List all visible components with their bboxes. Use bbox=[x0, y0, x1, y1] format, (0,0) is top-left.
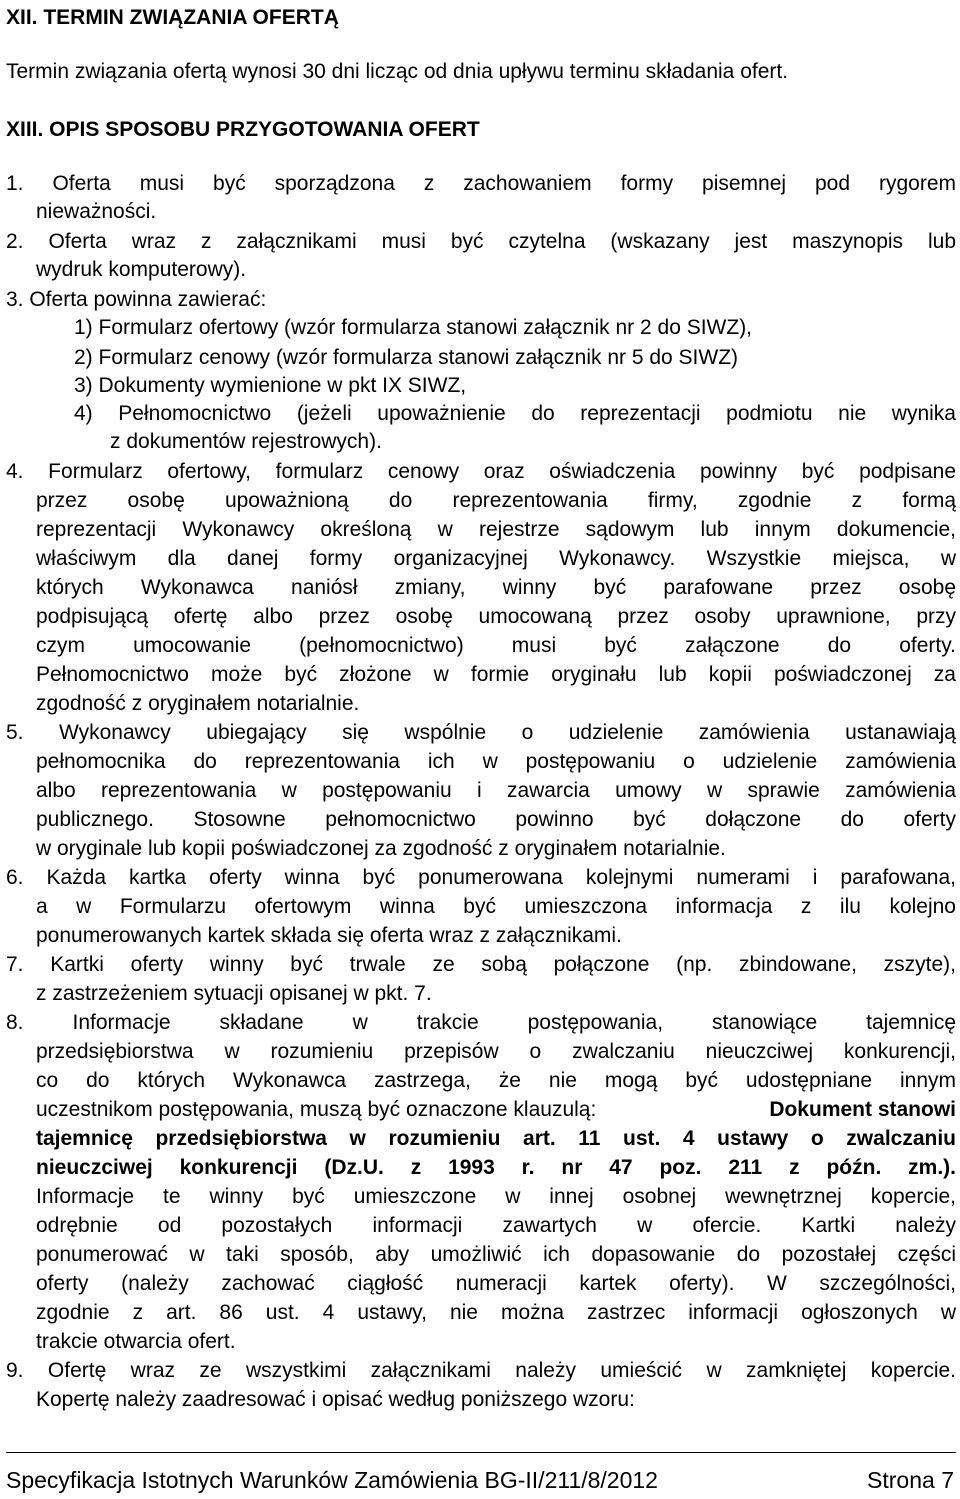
point-5-line-4: publicznego. Stosowne pełnomocnictwo powinno być dołączone do oferty bbox=[36, 808, 956, 831]
point-3-item-2: 2) Formularz cenowy (wzór formularza stanowi załącznik nr 5 do SIWZ) bbox=[74, 346, 739, 369]
point-4-line-1: 4. Formularz ofertowy, formularz cenowy oraz oświadczenia powinny być podpisane bbox=[6, 460, 956, 483]
point-8-line-4-text: uczestnikom postępowania, muszą być oznaczone klauzulą: bbox=[36, 1098, 597, 1121]
point-8-line-3: co do których Wykonawca zastrzega, że nie mogą być udostępniane innym bbox=[36, 1069, 956, 1092]
point-4-line-5: których Wykonawca naniósł zmiany, winny być parafowane przez osobę bbox=[36, 576, 956, 599]
footer-divider bbox=[6, 1452, 956, 1453]
point-4-line-4: właściwym dla danej formy organizacyjnej Wykonawcy. Wszystkie miejsca, w bbox=[36, 547, 956, 570]
point-8-line-8: odrębnie od pozostałych informacji zawartych w ofercie. Kartki należy bbox=[36, 1214, 956, 1237]
section-12-heading: XII. TERMIN ZWIĄZANIA OFERTĄ bbox=[6, 6, 339, 29]
point-3-line-1: 3. Oferta powinna zawierać: bbox=[6, 288, 267, 311]
point-8-line-1: 8. Informacje składane w trakcie postępowania, stanowiące tajemnicę bbox=[6, 1011, 956, 1034]
point-8-clause-start: Dokument stanowi bbox=[769, 1098, 956, 1121]
point-3-item-4-line-2: z dokumentów rejestrowych). bbox=[110, 430, 382, 453]
point-4-line-8: Pełnomocnictwo może być złożone w formie oryginału lub kopii poświadczonej za bbox=[36, 663, 956, 686]
point-2-line-2: wydruk komputerowy). bbox=[36, 258, 247, 281]
point-8-line-11: zgodnie z art. 86 ust. 4 ustawy, nie można zastrzec informacji ogłoszonych w bbox=[36, 1301, 956, 1324]
point-5-line-5: w oryginale lub kopii poświadczonej za zgodność z oryginałem notarialnie. bbox=[36, 837, 726, 860]
point-9-line-2: Kopertę należy zaadresować i opisać według poniższego wzoru: bbox=[36, 1388, 635, 1411]
point-4-line-2: przez osobę upoważnioną do reprezentowania firmy, zgodnie z formą bbox=[36, 489, 956, 512]
section-12-text: Termin związania ofertą wynosi 30 dni licząc od dnia upływu terminu składania ofert. bbox=[6, 60, 789, 83]
point-8-clause-line-3: nieuczciwej konkurencji (Dz.U. z 1993 r. nr 47 poz. 211 z późn. zm.). bbox=[36, 1156, 956, 1179]
point-5-line-2: pełnomocnika do reprezentowania ich w postępowaniu o udzielenie zamówienia bbox=[36, 750, 956, 773]
point-7-line-1: 7. Kartki oferty winny być trwale ze sobą połączone (np. zbindowane, zszyte), bbox=[6, 953, 956, 976]
point-1-line-2: nieważności. bbox=[36, 200, 157, 223]
point-8-line-12: trakcie otwarcia ofert. bbox=[36, 1330, 236, 1353]
point-6-line-2: a w Formularzu ofertowym winna być umieszczona informacja z ilu kolejno bbox=[36, 895, 956, 918]
footer-page-number: Strona 7 bbox=[867, 1467, 954, 1493]
point-8-line-4 bbox=[36, 1098, 956, 1122]
point-8-line-9: ponumerować w taki sposób, aby umożliwić ich dopasowanie do pozostałej części bbox=[36, 1243, 956, 1266]
point-3-item-4-line-1: 4) Pełnomocnictwo (jeżeli upoważnienie do reprezentacji podmiotu nie wynika bbox=[74, 402, 956, 425]
section-13-heading: XIII. OPIS SPOSOBU PRZYGOTOWANIA OFERT bbox=[6, 118, 480, 141]
point-5-line-1: 5. Wykonawcy ubiegający się wspólnie o udzielenie zamówienia ustanawiają bbox=[6, 721, 956, 744]
point-4-line-3: reprezentacji Wykonawcy określoną w rejestrze sądowym lub innym dokumencie, bbox=[36, 518, 956, 541]
footer-document-title: Specyfikacja Istotnych Warunków Zamówienia BG-II/211/8/2012 bbox=[6, 1467, 658, 1493]
point-1-line-1: 1. Oferta musi być sporządzona z zachowaniem formy pisemnej pod rygorem bbox=[6, 172, 956, 195]
point-2-line-1: 2. Oferta wraz z załącznikami musi być czytelna (wskazany jest maszynopis lub bbox=[6, 230, 956, 253]
point-8-line-2: przedsiębiorstwa w rozumieniu przepisów o zwalczaniu nieuczciwej konkurencji, bbox=[36, 1040, 956, 1063]
point-3-item-1: 1) Formularz ofertowy (wzór formularza stanowi załącznik nr 2 do SIWZ), bbox=[74, 316, 753, 339]
point-4-line-9: zgodność z oryginałem notarialnie. bbox=[36, 692, 360, 715]
point-7-line-2: z zastrzeżeniem sytuacji opisanej w pkt. 7. bbox=[36, 982, 432, 1005]
point-9-line-1: 9. Ofertę wraz ze wszystkimi załącznikami należy umieścić w zamkniętej kopercie. bbox=[6, 1359, 956, 1382]
point-3-item-3: 3) Dokumenty wymienione w pkt IX SIWZ, bbox=[74, 374, 467, 397]
point-6-line-1: 6. Każda kartka oferty winna być ponumerowana kolejnymi numerami i parafowana, bbox=[6, 866, 956, 889]
point-4-line-7: czym umocowanie (pełnomocnictwo) musi być załączone do oferty. bbox=[36, 634, 956, 657]
point-8-clause-line-2: tajemnicę przedsiębiorstwa w rozumieniu art. 11 ust. 4 ustawy o zwalczaniu bbox=[36, 1127, 956, 1150]
point-8-line-7: Informacje te winny być umieszczone w innej osobnej wewnętrznej kopercie, bbox=[36, 1185, 956, 1208]
point-8-line-10: oferty (należy zachować ciągłość numeracji kartek oferty). W szczególności, bbox=[36, 1272, 956, 1295]
point-4-line-6: podpisującą ofertę albo przez osobę umocowaną przez osoby uprawnione, przy bbox=[36, 605, 956, 628]
point-6-line-3: ponumerowanych kartek składa się oferta wraz z załącznikami. bbox=[36, 924, 622, 947]
point-5-line-3: albo reprezentowania w postępowaniu i zawarcia umowy w sprawie zamówienia bbox=[36, 779, 956, 802]
